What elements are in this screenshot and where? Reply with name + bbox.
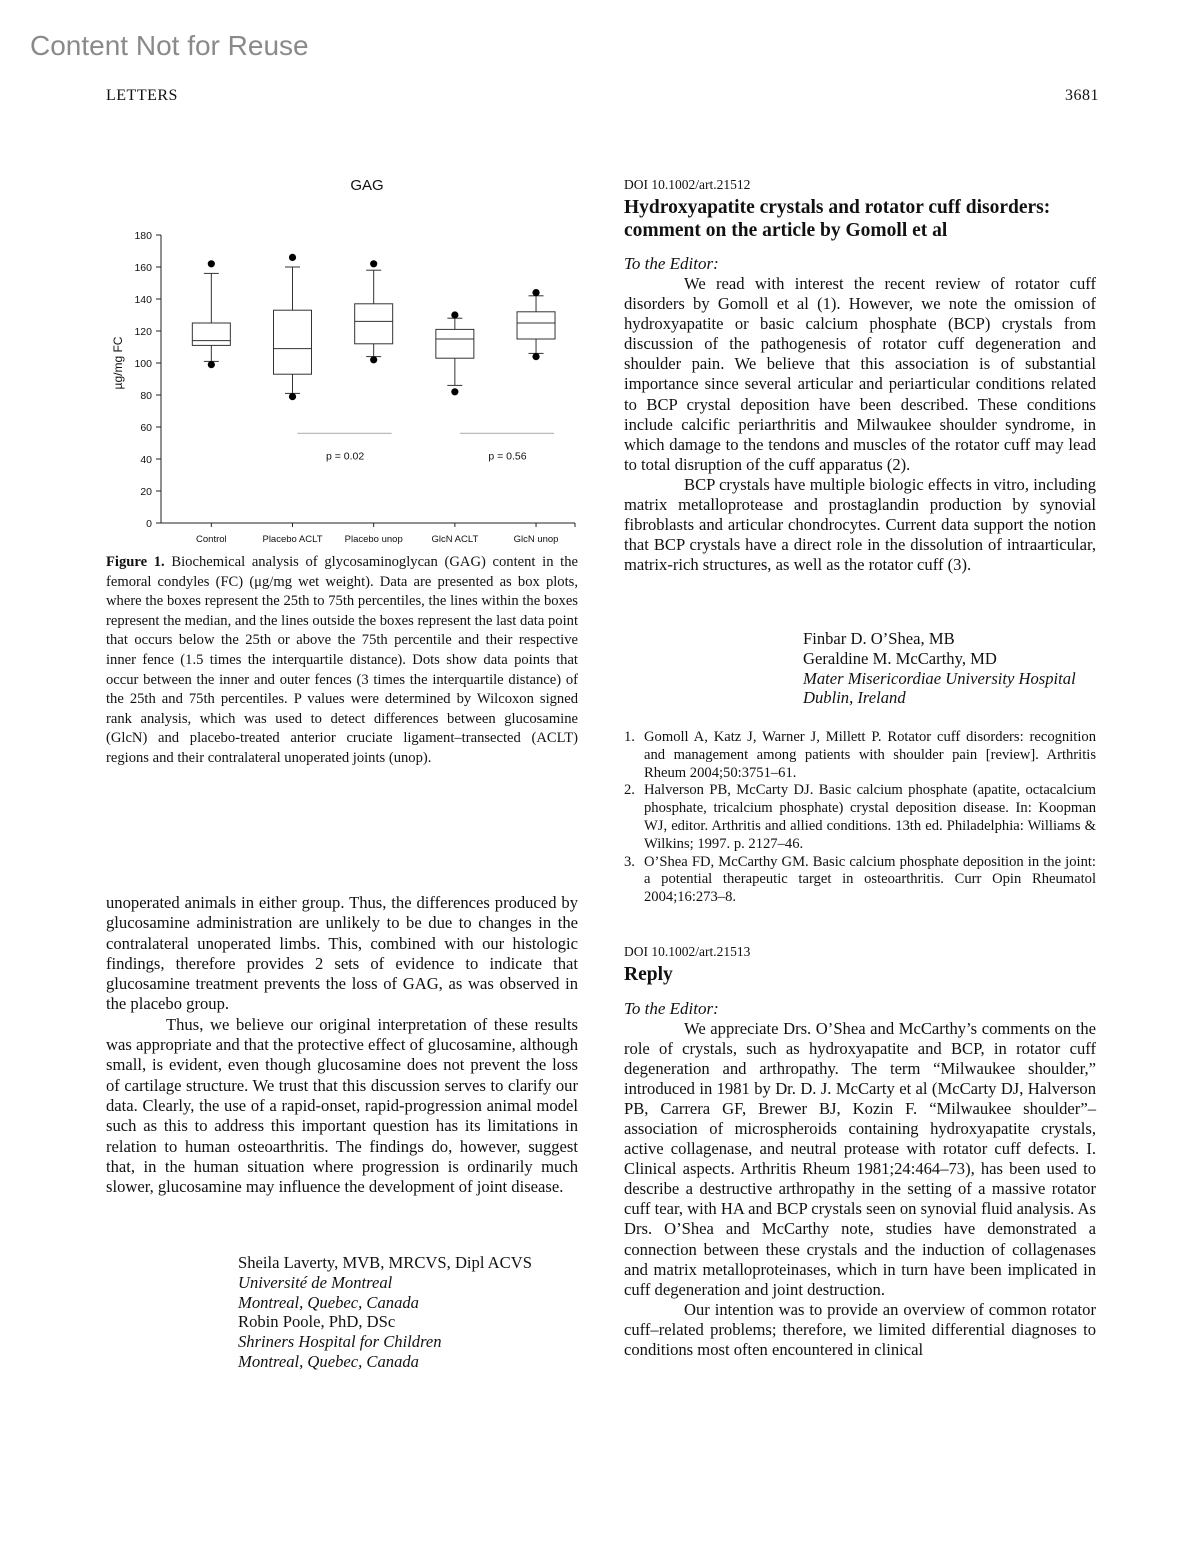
reference-number: 2.: [624, 782, 635, 799]
watermark: Content Not for Reuse: [30, 30, 309, 61]
left-paragraph-1: unoperated animals in either group. Thus, the differences produced by glucosamine administration are unlikely to be due to changes in the contralateral unoperated limbs. This, combined with our histologic findings, therefore provides 2 sets of evidence to indicate that glucosamine treatment prevents the loss of GAG, as was observed in the placebo group.: [106, 893, 578, 1014]
letter-reply: [624, 944, 1096, 1360]
y-tick-label: 0: [146, 518, 152, 530]
reply-salutation: To the Editor:: [624, 998, 719, 1018]
y-tick-label: 120: [134, 326, 152, 338]
x-tick-label: GlcN ACLT: [431, 534, 479, 545]
author-affiliation-2: Shriners Hospital for Children: [238, 1332, 442, 1352]
outlier-dot: [451, 311, 458, 318]
letter-title: Hydroxyapatite crystals and rotator cuff disorders: comment on the article by Gomoll et al: [624, 197, 1051, 241]
author-location-1: Montreal, Quebec, Canada: [238, 1292, 419, 1312]
gag-box-plot: [100, 168, 590, 548]
letter-affiliation: Mater Misericordiae University Hospital: [803, 668, 1076, 688]
reference-list: [624, 729, 1096, 907]
iqr-box: [517, 312, 555, 339]
chart-title: GAG: [350, 177, 384, 194]
reference-number: 1.: [624, 729, 635, 745]
letter-author-2: Geraldine M. McCarthy, MD: [803, 648, 997, 668]
figure-caption-text: Biochemical analysis of glycosaminoglycan (GAG) content in the femoral condyles (FC) (μg/mg wet weight). Data are presented as box plots, where the boxes represent the 25th to 75th percentiles, the lines within the boxes represent the median, and the lines outside the boxes represent the last data point that occurs below the 25th or above the 75th percentile and their respective inner fence (1.5 times the interquartile distance). Dots show data points that occur between the inner and outer fences (3 times the interquartile distance) of the 25th and 75th percentiles. P values were determined by Wilcoxon signed rank analysis, which was used to detect differences between glucosamine (GlcN) and placebo-treated anterior cruciate ligament–transected (ACLT) regions and their contralateral unoperated joints (unop).: [106, 554, 579, 766]
reply-paragraph-2: Our intention was to provide an overview of common rotator cuff–related problems; therefore, we limited differential diagnoses to conditions most often encountered in clinical: [624, 1299, 1096, 1359]
outlier-dot: [370, 260, 377, 267]
y-tick-label: 60: [140, 422, 152, 434]
running-head-section: LETTERS: [106, 87, 178, 104]
y-tick-label: 100: [134, 358, 152, 370]
x-tick-label: Control: [196, 534, 227, 545]
outlier-dot: [532, 353, 539, 360]
outlier-dot: [289, 393, 296, 400]
y-tick-label: 20: [140, 486, 152, 498]
author-name-1: Sheila Laverty, MVB, MRCVS, Dipl ACVS: [238, 1253, 532, 1272]
iqr-box: [355, 304, 393, 344]
reference-item: [624, 729, 1096, 782]
y-tick-label: 40: [140, 454, 152, 466]
reference-item: [624, 782, 1096, 853]
author-affiliation-1: Université de Montreal: [238, 1272, 393, 1292]
y-tick-label: 80: [140, 390, 152, 402]
letter-comment: [624, 177, 1096, 575]
letter-paragraph-1: We read with interest the recent review of rotator cuff disorders by Gomoll et al (1). However, we note the omission of hydroxyapatite or basic calcium phosphate (BCP) crystals from discussion of the pathogenesis of rotator cuff degeneration and shoulder pain. We believe that this association is of substantial importance since several articular and periarticular conditions related to BCP crystal deposition have been described. These conditions include calcific periarthritis and Milwaukee shoulder syndrome, in which damage to the tendons and muscles of the rotator cuff may lead to total disruption of the cuff apparatus (2).: [624, 274, 1096, 474]
outlier-dot: [370, 356, 377, 363]
outlier-dot: [208, 260, 215, 267]
left-signature: [238, 1253, 583, 1372]
iqr-box: [192, 323, 230, 345]
reply-body: [624, 1019, 1096, 1361]
y-tick-label: 140: [134, 294, 152, 306]
iqr-box: [436, 329, 474, 358]
y-tick-label: 180: [134, 230, 152, 242]
outlier-dot: [289, 254, 296, 261]
reference-text: Gomoll A, Katz J, Warner J, Millett P. Rotator cuff disorders: recognition and management among patients with shoulder pain [review]. Arthritis Rheum 2004;50:3751–61.: [644, 729, 1096, 781]
letter-doi: DOI 10.1002/art.21512: [624, 177, 751, 192]
letter-paragraph-2: BCP crystals have multiple biologic effects in vitro, including matrix metalloprotease and prostaglandin production by synovial fibroblasts and articular chondrocytes. Current data support the notion that BCP crystals have a direct role in the dissolution of intraarticular, matrix-rich structures, as well as the rotator cuff (3).: [624, 474, 1096, 575]
y-tick-label: 160: [134, 262, 152, 274]
reference-number: 3.: [624, 853, 635, 870]
figure-label: Figure 1.: [106, 554, 165, 570]
reference-text: Halverson PB, McCarty DJ. Basic calcium phosphate (apatite, octacalcium phosphate, tricalcium phosphate) crystal deposition disease. In: Koopman WJ, editor. Arthritis and allied conditions. 13th ed. Philadelphia: Williams & Wilkins; 1997. p. 2127–46.: [644, 782, 1096, 852]
page-number: 3681: [1065, 87, 1099, 104]
outlier-dot: [208, 361, 215, 368]
reference-text: O’Shea FD, McCarthy GM. Basic calcium phosphate deposition in the joint: a potential therapeutic target in osteoarthritis. Curr Opin Rheumatol 2004;16:273–8.: [644, 853, 1096, 906]
left-paragraph-2: Thus, we believe our original interpretation of these results was appropriate and that the protective effect of glucosamine, although small, is evident, even though glucosamine does not prevent the loss of cartilage structure. We trust that this discussion serves to clarify our data. Clearly, the use of a rapid-onset, rapid-progression animal model such as this to address this important question has its limitations in relation to human osteoarthritis. The findings do, however, suggest that, in the human situation where progression is ordinarily much slower, glucosamine may influence the development of joint disease.: [106, 1014, 578, 1197]
letter-salutation: To the Editor:: [624, 254, 719, 273]
x-tick-label: Placebo unop: [344, 534, 403, 545]
reply-paragraph-1: We appreciate Drs. O’Shea and McCarthy’s comments on the role of crystals, such as hydroxyapatite and BCP, in rotator cuff degeneration and arthropathy. The term “Milwaukee shoulder,” introduced in 1981 by Dr. D. J. McCarty et al (McCarty DJ, Halverson PB, Carrera GF, Brewer BJ, Kozin F. “Milwaukee shoulder”–association of microspheroids containing hydroxyapatite crystals, active collagenase, and neutral protease with rotator cuff defects. I. Clinical aspects. Arthritis Rheum 1981;24:464–73), has been used to describe a destructive arthropathy in the setting of a massive rotator cuff tear, with HA and BCP crystals seen on synovial fluid analysis. As Drs. O’Shea and McCarthy note, studies have demonstrated a connection between these crystals and the induction of collagenases and matrix metalloproteinases, which in turn have been implicated in cuff degeneration and joint destruction.: [624, 1018, 1096, 1299]
p-value-label: p = 0.02: [325, 450, 365, 463]
outlier-dot: [451, 388, 458, 395]
p-value-label: p = 0.56: [488, 450, 527, 463]
outlier-dot: [532, 289, 539, 296]
reply-doi: DOI 10.1002/art.21513: [624, 944, 751, 959]
x-tick-label: GlcN unop: [513, 534, 559, 545]
author-name-2: Robin Poole, PhD, DSc: [238, 1312, 396, 1332]
letter-body: [624, 274, 1096, 575]
reference-item: [624, 854, 1096, 907]
iqr-box: [274, 310, 312, 374]
figure-caption: [106, 553, 578, 769]
y-axis-label: µg/mg FC: [111, 336, 125, 390]
letter-signature: [803, 629, 1103, 708]
reply-title: Reply: [624, 964, 673, 985]
letter-location: Dublin, Ireland: [803, 688, 906, 708]
x-tick-label: Placebo ACLT: [262, 534, 323, 545]
letter-author-1: Finbar D. O’Shea, MB: [803, 629, 955, 648]
author-location-2: Montreal, Quebec, Canada: [238, 1351, 419, 1371]
left-column-body: [106, 893, 578, 1197]
